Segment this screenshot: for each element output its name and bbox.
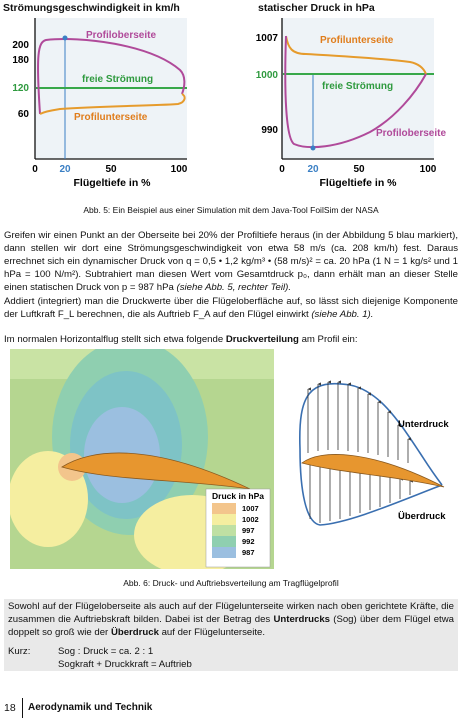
left-xtick-50: 50 <box>105 164 117 175</box>
legend-swatch-987 <box>212 547 236 558</box>
paragraph-3a: Im normalen Horizontalflug stellt sich etwa folgende <box>4 334 224 345</box>
legend-swatch-1002 <box>212 514 236 525</box>
left-xlabel: Flügeltiefe in % <box>73 177 151 189</box>
legend-swatch-997 <box>212 525 236 536</box>
left-label-free: freie Strömung <box>82 74 154 85</box>
right-xtick-20: 20 <box>307 164 319 175</box>
left-ytick-200: 200 <box>12 40 29 51</box>
right-ytick-1007: 1007 <box>255 33 278 44</box>
airfoil-profile <box>302 454 444 487</box>
right-label-upper: Profiloberseite <box>376 128 447 139</box>
footer-title: Aerodynamik und Technik <box>28 702 153 713</box>
page-footer <box>0 696 462 720</box>
left-ytick-180: 180 <box>12 55 29 66</box>
right-measure-point <box>311 146 316 151</box>
legend-value-992: 992 <box>242 537 255 546</box>
paragraph-2-text: Addiert (integriert) man die Druckwerte über die Flügeloberfläche auf, so lässt sich diejenige Komponente der Luftkraft F_L berechnen, die als Auftrieb F_A auf den Flügel einwirkt <box>4 296 458 320</box>
paragraph-3-bold: Druckverteilung <box>225 334 299 345</box>
left-ytick-120: 120 <box>12 83 29 94</box>
page-number: 18 <box>4 702 16 714</box>
right-xtick-100: 100 <box>419 164 437 175</box>
legend-scale <box>212 503 259 558</box>
left-label-lower: Profilunterseite <box>74 112 148 123</box>
left-xtick-0: 0 <box>32 164 38 175</box>
label-ueberdruck: Überdruck <box>398 511 446 522</box>
figure6-caption: Abb. 6: Druck- und Auftriebsverteilung am Tragflügelprofil <box>123 578 339 588</box>
summary-bold-ueberdruck: Überdruck <box>110 627 159 638</box>
kurz-line-1: Sog : Druck = ca. 2 : 1 <box>58 646 154 657</box>
legend-value-1007: 1007 <box>242 504 259 513</box>
summary-bold-unterdrucks: Unterdrucks <box>273 614 330 625</box>
figure5-caption: Abb. 5: Ein Beispiel aus einer Simulation mit dem Java-Tool FoilSim der NASA <box>83 205 379 215</box>
legend-value-1002: 1002 <box>242 515 259 524</box>
summary-text-a: Sowohl auf der Flügeloberseite als auch auf der Flügelunterseite wirken nach oben gerichtete Kräfte, die zusammen die Auftriebskraft bilden. Dabei ist der Betrag des <box>8 601 454 625</box>
paragraph-dynamic-pressure <box>4 229 458 294</box>
left-ytick-60: 60 <box>17 109 29 120</box>
summary-text <box>4 599 458 639</box>
kurz-line-2: Sogkraft + Druckkraft = Auftrieb <box>58 659 192 670</box>
summary-text-b: (Sog) über dem Flügel etwa doppelt so groß wie der <box>8 614 454 638</box>
kurz-label: Kurz: <box>8 646 31 657</box>
right-xtick-50: 50 <box>353 164 365 175</box>
paragraph-1-text: Greifen wir einen Punkt an der Oberseite bei 20% der Profiltiefe heraus (in der Abbildung 5 blau markiert), dann stellen wir dort eine Strömungsgeschwindigkeit von etwa 58 m/s (ca. 208 km/h) fest. Daraus errechnet sich ein dynamischer Druck von q = 0,5 • 1,2 kg/m³ • (58 m/s)² = ca. 20 hPa (1 N = 1 kg/s² und 1 hPa = 100 N/m²). Subtrahiert man diesen Wert vom Gesamtdruck p₀, dann erhält man an dieser Stelle einen statischen Druck von p = 987 hPa <box>4 230 458 293</box>
left-chart-title: Strömungsgeschwindigkeit in km/h <box>3 2 180 14</box>
left-measure-point <box>63 36 68 41</box>
right-ytick-990: 990 <box>261 125 278 136</box>
force-vector-figure <box>290 373 458 533</box>
left-xtick-100: 100 <box>170 164 188 175</box>
paragraph-integration <box>4 295 458 321</box>
footer-divider <box>22 698 23 718</box>
left-label-upper: Profiloberseite <box>86 30 157 41</box>
left-velocity-chart <box>0 14 230 190</box>
right-xlabel: Flügeltiefe in % <box>319 177 397 189</box>
paragraph-horizontal-flight <box>4 333 458 346</box>
right-ytick-1000: 1000 <box>255 70 278 81</box>
legend-value-997: 997 <box>242 526 255 535</box>
right-chart-title: statischer Druck in hPa <box>258 2 375 14</box>
pressure-field-figure <box>10 349 274 569</box>
summary-box <box>4 599 458 671</box>
right-xtick-0: 0 <box>279 164 285 175</box>
legend-swatch-992 <box>212 536 236 547</box>
legend-swatch-1007 <box>212 503 236 514</box>
upper-force-arrows <box>308 382 408 463</box>
legend-title: Druck in hPa <box>212 491 264 501</box>
right-label-lower: Profilunterseite <box>320 35 394 46</box>
right-label-free: freie Strömung <box>322 81 394 92</box>
left-xtick-20: 20 <box>59 164 71 175</box>
paragraph-1-ref: (siehe Abb. 5, rechter Teil). <box>176 282 292 293</box>
label-unterdruck: Unterdruck <box>398 419 449 430</box>
summary-text-c: auf der Flügelunterseite. <box>161 627 266 638</box>
legend-value-987: 987 <box>242 548 255 557</box>
right-pressure-chart <box>230 14 462 190</box>
paragraph-3c: am Profil ein: <box>301 334 358 345</box>
paragraph-2-ref: (siehe Abb. 1). <box>311 309 374 320</box>
